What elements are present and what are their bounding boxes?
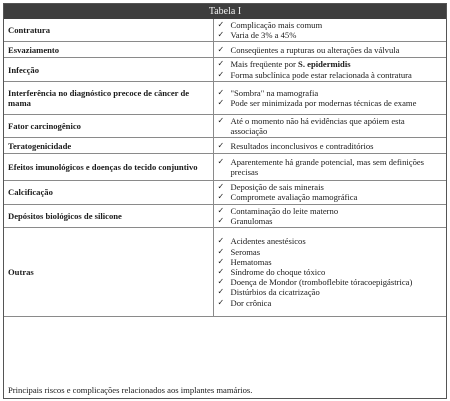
item-text: Mais freqüente por S. epidermidis <box>230 59 351 70</box>
list-item <box>218 298 444 308</box>
item-text: Conseqüentes a rupturas ou alterações da válvula <box>230 44 400 55</box>
list-item <box>218 277 444 287</box>
item-list <box>218 236 444 307</box>
row-items <box>213 228 446 317</box>
checkmark-icon: ✓ <box>217 256 225 266</box>
list-item <box>218 88 444 98</box>
list-item <box>218 287 444 297</box>
table-row <box>4 154 446 181</box>
checkmark-icon: ✓ <box>217 192 225 202</box>
item-list <box>218 206 444 226</box>
item-text: Síndrome do choque tóxico <box>230 266 326 277</box>
item-text: Complicação mais comum <box>230 20 323 30</box>
row-label: Interferência no diagnóstico precoce de câncer de mama <box>4 81 213 114</box>
checkmark-icon: ✓ <box>217 87 225 97</box>
checkmark-icon: ✓ <box>217 266 225 276</box>
row-label: Teratogenicidade <box>4 138 213 154</box>
checkmark-icon: ✓ <box>217 236 225 246</box>
list-item <box>218 236 444 246</box>
row-label: Outras <box>4 228 213 317</box>
list-item <box>218 70 444 80</box>
item-text: Acidentes anestésicos <box>230 236 306 247</box>
row-items <box>213 154 446 181</box>
list-item <box>218 59 444 69</box>
list-item <box>218 192 444 202</box>
item-text: Hematomas <box>230 256 272 267</box>
list-item <box>218 247 444 257</box>
row-items <box>213 81 446 114</box>
item-list <box>218 157 444 177</box>
checkmark-icon: ✓ <box>217 44 225 54</box>
list-item <box>218 45 444 55</box>
item-text: Deposição de sais minerais <box>230 182 324 193</box>
checkmark-icon: ✓ <box>217 277 225 287</box>
checkmark-icon: ✓ <box>217 20 225 29</box>
table-row <box>4 19 446 42</box>
list-item <box>218 141 444 151</box>
item-text: Resultados inconclusivos e contraditórios <box>230 140 374 151</box>
row-label: Esvaziamento <box>4 42 213 58</box>
row-label: Fator carcinogênico <box>4 114 213 137</box>
table-row <box>4 114 446 137</box>
row-label: Efeitos imunológicos e doenças do tecido conjuntivo <box>4 154 213 181</box>
checkmark-icon: ✓ <box>217 246 225 256</box>
item-text: Pode ser minimizada por modernas técnicas de exame <box>230 97 417 108</box>
table-row <box>4 138 446 154</box>
list-item <box>218 257 444 267</box>
item-text: Varia de 3% a 45% <box>230 30 297 41</box>
item-list <box>218 141 444 151</box>
item-text: Doença de Mondor (tromboflebite tóracoepigástrica) <box>230 277 413 288</box>
row-items <box>213 42 446 58</box>
item-list <box>218 182 444 202</box>
item-text: Compromete avaliação mamográfica <box>230 192 358 203</box>
checkmark-icon: ✓ <box>217 30 225 40</box>
item-text: Forma subclínica pode estar relacionada à contratura <box>230 69 412 80</box>
checkmark-icon: ✓ <box>217 59 225 69</box>
list-item <box>218 267 444 277</box>
checkmark-icon: ✓ <box>217 140 225 150</box>
item-list <box>218 20 444 40</box>
item-text: Granulomas <box>230 215 273 226</box>
list-item <box>218 157 444 177</box>
list-item <box>218 116 444 136</box>
item-list <box>218 59 444 79</box>
row-items <box>213 181 446 204</box>
row-items <box>213 114 446 137</box>
table-row <box>4 42 446 58</box>
item-list <box>218 88 444 108</box>
checkmark-icon: ✓ <box>217 205 225 215</box>
item-text: Aparentemente há grande potencial, mas sem definições precisas <box>230 157 425 178</box>
row-items <box>213 204 446 227</box>
row-items <box>213 138 446 154</box>
item-text: "Sombra" na mamografia <box>230 87 319 98</box>
checkmark-icon: ✓ <box>217 115 225 125</box>
row-items <box>213 58 446 81</box>
list-item <box>218 98 444 108</box>
checkmark-icon: ✓ <box>217 157 225 167</box>
list-item <box>218 182 444 192</box>
list-item <box>218 20 444 30</box>
complications-table <box>4 19 446 317</box>
table-caption: Principais riscos e complicações relacionados aos implantes mamários. <box>8 385 253 395</box>
checkmark-icon: ✓ <box>217 215 225 225</box>
checkmark-icon: ✓ <box>217 182 225 192</box>
table-row <box>4 58 446 81</box>
item-text: Dor crônica <box>230 297 272 308</box>
item-list <box>218 45 444 55</box>
list-item <box>218 216 444 226</box>
item-text: Até o momento não há evidências que apóiem esta associação <box>230 115 405 137</box>
item-text: Distúrbios da cicatrização <box>230 287 320 298</box>
row-label: Infecção <box>4 58 213 81</box>
table-row <box>4 228 446 317</box>
table-row <box>4 204 446 227</box>
row-label: Depósitos biológicos de silicone <box>4 204 213 227</box>
row-label: Calcificação <box>4 181 213 204</box>
table-row <box>4 181 446 204</box>
checkmark-icon: ✓ <box>217 287 225 297</box>
checkmark-icon: ✓ <box>217 297 225 307</box>
table-frame <box>3 3 447 399</box>
list-item <box>218 30 444 40</box>
checkmark-icon: ✓ <box>217 69 225 79</box>
row-label: Contratura <box>4 19 213 42</box>
table-row <box>4 81 446 114</box>
item-text: Contaminação do leite materno <box>230 205 339 216</box>
item-text: Seromas <box>230 246 261 257</box>
row-items <box>213 19 446 42</box>
item-list <box>218 116 444 136</box>
organism-name: S. epidermidis <box>298 59 351 70</box>
checkmark-icon: ✓ <box>217 97 225 107</box>
list-item <box>218 206 444 216</box>
table-title: Tabela I <box>4 4 446 19</box>
